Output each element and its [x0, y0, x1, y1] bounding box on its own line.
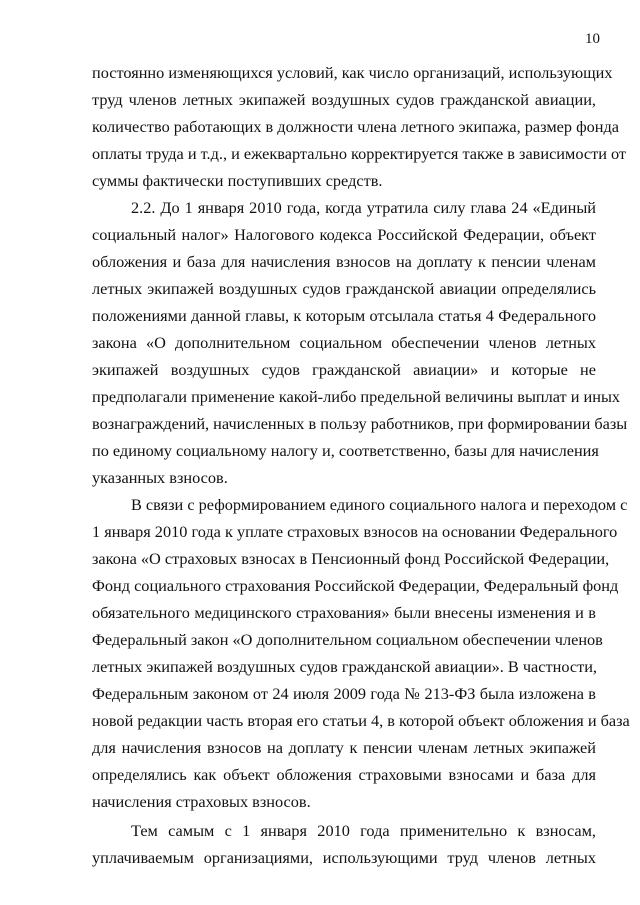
text-line: количество работающих в должности члена летного экипажа, размер фонда [92, 117, 620, 136]
text-line: положениями данной главы, к которым отсылала статья 4 Федерального [92, 306, 596, 325]
text-line: летных экипажей воздушных судов гражданской авиации». В частности, [92, 657, 598, 676]
text-line: для начисления взносов на доплату к пенсии членам летных экипажей [92, 738, 596, 757]
text-line: Фонд социального страхования Российской Федерации, Федеральный фонд [92, 576, 619, 595]
text-line: закона «О страховых взносах в Пенсионный фонд Российской Федерации, [92, 549, 610, 568]
text-line: труд членов летных экипажей воздушных судов гражданской авиации, [92, 90, 596, 109]
text-line: оплаты труда и т.д., и ежеквартально корректируется также в зависимости от [92, 144, 627, 163]
text-line: В связи с реформированием единого социального налога и переходом с [131, 495, 628, 514]
text-line: указанных взносов. [92, 468, 228, 487]
text-line: вознаграждений, начисленных в пользу работников, при формировании базы [92, 414, 628, 433]
text-line: Федеральный закон «О дополнительном социальном обеспечении членов [92, 630, 603, 649]
text-line: предполагали применение какой-либо предельной величины выплат и иных [92, 387, 621, 406]
text-line: обложения и база для начисления взносов на доплату к пенсии членам [92, 252, 596, 271]
text-line: постоянно изменяющихся условий, как число организаций, использующих [92, 63, 613, 82]
page-number: 10 [585, 31, 600, 47]
text-line: начисления страховых взносов. [92, 792, 311, 811]
text-line: 2.2. До 1 января 2010 года, когда утратила силу глава 24 «Единый [131, 198, 596, 217]
text-line: Федеральным законом от 24 июля 2009 года № 213-ФЗ была изложена в [92, 684, 596, 703]
text-line: закона «О дополнительном социальном обеспечении членов летных [92, 333, 596, 352]
text-line: летных экипажей воздушных судов гражданской авиации определялись [92, 279, 596, 298]
text-line: суммы фактически поступивших средств. [92, 171, 383, 190]
text-line: социальный налог» Налогового кодекса Российской Федерации, объект [92, 225, 596, 244]
text-line: новой редакции часть вторая его статьи 4, в которой объект обложения и база [92, 711, 630, 730]
text-line: 1 января 2010 года к уплате страховых взносов на основании Федерального [92, 522, 618, 541]
text-line: по единому социальному налогу и, соответственно, базы для начисления [92, 441, 599, 460]
text-line: уплачиваемым организациями, использующими труд членов летных [92, 848, 596, 867]
text-line: экипажей воздушных судов гражданской авиации» и которые не [92, 360, 596, 379]
text-line: определялись как объект обложения страховыми взносами и база для [92, 765, 596, 784]
text-line: обязательного медицинского страхования» были внесены изменения и в [92, 603, 596, 622]
text-line: Тем самым с 1 января 2010 года применительно к взносам, [131, 821, 596, 840]
